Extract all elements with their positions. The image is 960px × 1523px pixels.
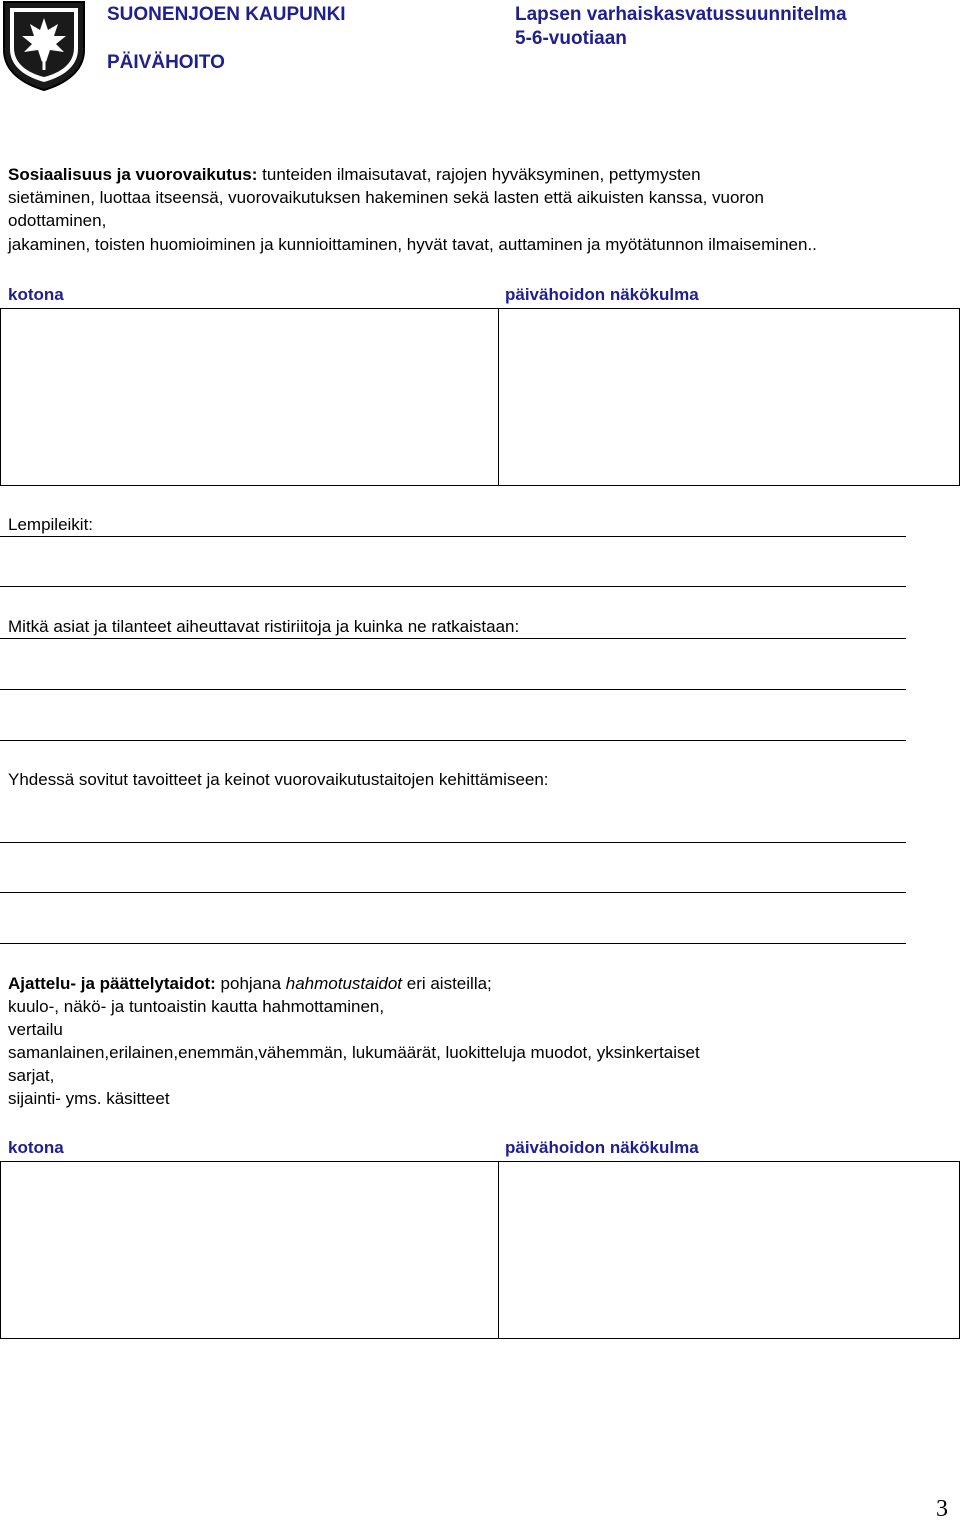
social-heading: Sosiaalisuus ja vuorovaikutus: (8, 165, 258, 184)
thinking-col-daycare-label: päivähoidon näkökulma (505, 1138, 699, 1157)
thinking-intro-line-2: kuulo-, näkö- ja tuntoaistin kautta hahmottaminen, (8, 997, 385, 1016)
goals-answer-line-1[interactable] (0, 842, 906, 843)
conflicts-question-label: Mitkä asiat ja tilanteet aiheuttavat ristiriitoja ja kuinka ne ratkaistaan: (8, 617, 520, 636)
conflicts-answer-line-3[interactable] (0, 740, 906, 741)
conflicts-answer-line-2[interactable] (0, 689, 906, 690)
thinking-intro-italic: hahmotustaidot (285, 974, 403, 993)
org-name: SUONENJOEN KAUPUNKI (107, 4, 346, 25)
thinking-daycare-textbox[interactable] (498, 1161, 960, 1339)
goals-answer-line-3[interactable] (0, 943, 906, 944)
thinking-intro-mid: pohjana (215, 974, 286, 993)
thinking-intro-end: eri aisteilla; (402, 974, 492, 993)
social-col-home-label: kotona (8, 285, 64, 304)
social-intro-line-2: sietäminen, luottaa itseensä, vuorovaikutuksen hakeminen sekä lasten että aikuisten kanssa, vuoron (8, 188, 765, 207)
header (0, 0, 960, 100)
goals-question-label: Yhdessä sovitut tavoitteet ja keinot vuorovaikutustaitojen kehittämiseen: (8, 770, 549, 789)
favorite-games-label: Lempileikit: (8, 515, 94, 534)
goals-answer-line-2[interactable] (0, 892, 906, 893)
social-intro-line-3: odottaminen, (8, 211, 107, 230)
social-home-textbox[interactable] (0, 308, 499, 486)
social-col-daycare-label: päivähoidon näkökulma (505, 285, 699, 304)
document-title: Lapsen varhaiskasvatussuunnitelma (515, 4, 847, 25)
thinking-intro-line-6: sijainti- yms. käsitteet (8, 1089, 170, 1108)
thinking-intro-line-3: vertailu (8, 1020, 63, 1039)
social-daycare-textbox[interactable] (498, 308, 960, 486)
thinking-heading: Ajattelu- ja päättelytaidot: (8, 974, 216, 993)
document-subtitle: 5-6-vuotiaan (515, 28, 627, 49)
thinking-intro-line-1 (8, 973, 492, 996)
department-name: PÄIVÄHOITO (107, 52, 225, 73)
thinking-home-textbox[interactable] (0, 1161, 499, 1339)
social-intro-rest: tunteiden ilmaisutavat, rajojen hyväksyminen, pettymysten (257, 165, 701, 184)
favorite-games-answer-line-1[interactable] (0, 536, 906, 537)
favorite-games-answer-line-2[interactable] (0, 586, 906, 587)
thinking-intro-line-4: samanlainen,erilainen,enemmän,vähemmän, lukumäärät, luokitteluja muodot, yksinkertaiset (8, 1043, 700, 1062)
thinking-col-home-label: kotona (8, 1138, 64, 1157)
social-intro-line-4: jakaminen, toisten huomioiminen ja kunnioittaminen, hyvät tavat, auttaminen ja myötätunnon ilmaiseminen.. (8, 235, 817, 254)
municipal-coat-of-arms-icon (2, 0, 86, 92)
social-intro-line-1 (8, 164, 701, 187)
thinking-intro-line-5: sarjat, (8, 1066, 55, 1085)
page-number: 3 (936, 1496, 948, 1522)
conflicts-answer-line-1[interactable] (0, 638, 906, 639)
